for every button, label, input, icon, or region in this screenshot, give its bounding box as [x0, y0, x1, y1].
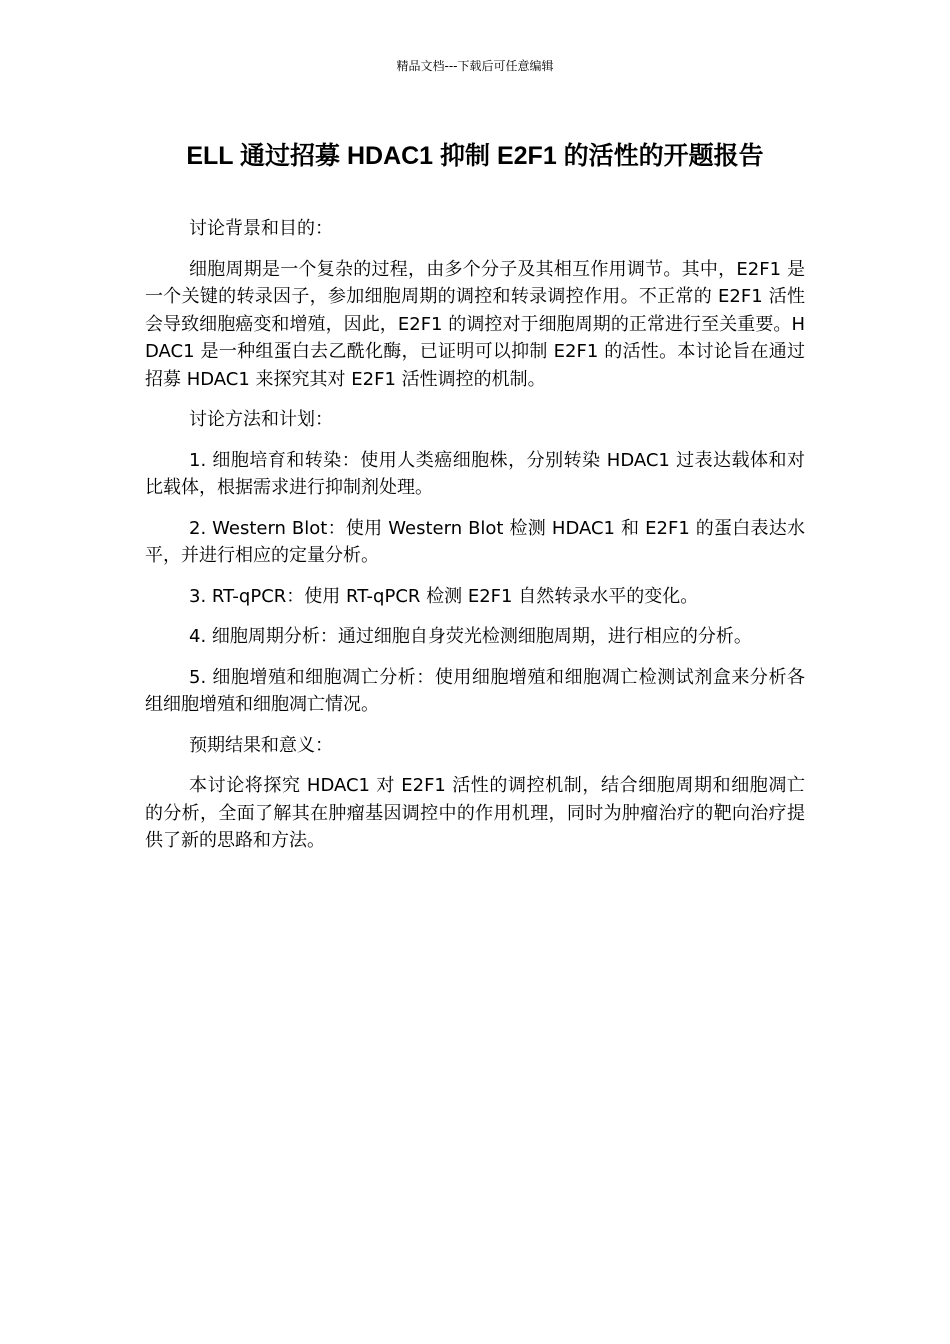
paragraph-background: 细胞周期是一个复杂的过程，由多个分子及其相互作用调节。其中，E2F1 是一个关键的转录因子，参加细胞周期的调控和转录调控作用。不正常的 E2F1 活性会导致细胞癌变和增殖，因此，E2F1 的调控对于细胞周期的正常进行至关重要。HDAC1 是一种组蛋白去乙酰化酶，已证明可以抑制 E2F1 的活性。本讨论旨在通过招募 HDAC1 来探究其对 E2F1 活性调控的机制。: [145, 258, 805, 390]
method-item-1: 1. 细胞培育和转染：使用人类癌细胞株，分别转染 HDAC1 过表达载体和对比载体，根据需求进行抑制剂处理。: [145, 449, 805, 498]
section-heading-methods: 讨论方法和计划：: [189, 409, 333, 430]
header-note: 精品文档---下载后可任意编辑: [396, 59, 554, 73]
method-item-5: 5. 细胞增殖和细胞凋亡分析：使用细胞增殖和细胞凋亡检测试剂盒来分析各组细胞增殖和细胞凋亡情况。: [145, 666, 805, 715]
method-item-3: 3. RT-qPCR：使用 RT-qPCR 检测 E2F1 自然转录水平的变化。: [189, 585, 699, 607]
document-title: ELL 通过招募 HDAC1 抑制 E2F1 的活性的开题报告: [186, 142, 764, 170]
section-heading-results: 预期结果和意义：: [189, 734, 333, 756]
paragraph-results: 本讨论将探究 HDAC1 对 E2F1 活性的调控机制，结合细胞周期和细胞凋亡的分析，全面了解其在肿瘤基因调控中的作用机理，同时为肿瘤治疗的靶向治疗提供了新的思路和方法。: [145, 775, 805, 851]
method-item-2: 2. Western Blot：使用 Western Blot 检测 HDAC1 和 E2F1 的蛋白表达水平，并进行相应的定量分析。: [145, 517, 805, 566]
section-heading-background: 讨论背景和目的：: [189, 218, 333, 239]
document-body: [145, 215, 805, 868]
method-item-4: 4. 细胞周期分析：通过细胞自身荧光检测细胞周期，进行相应的分析。: [189, 626, 752, 647]
